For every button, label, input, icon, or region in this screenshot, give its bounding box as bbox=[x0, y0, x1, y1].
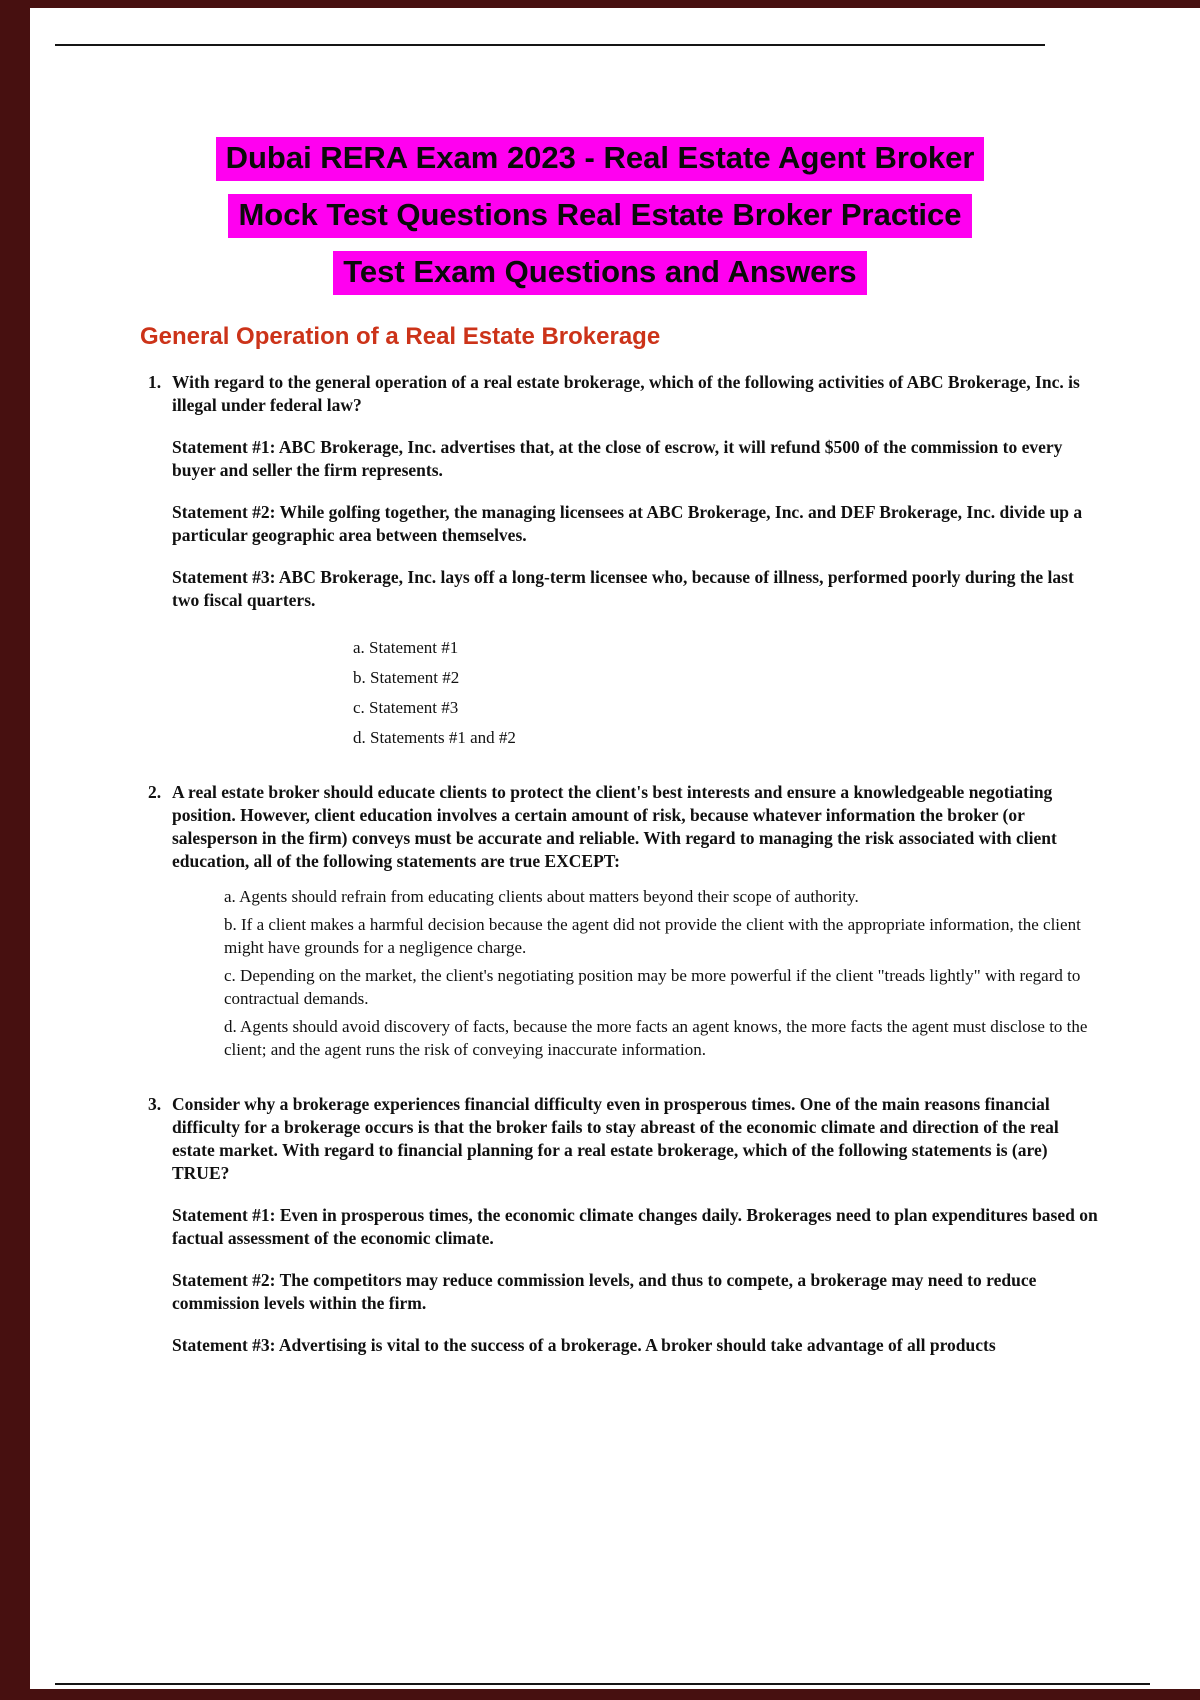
question-3-statement-2: Statement #2: The competitors may reduce commission levels, and thus to compete, a brokerage may need to reduce commission levels within the firm. bbox=[172, 1270, 1037, 1314]
question-1-statement-2: Statement #2: While golfing together, the managing licensees at ABC Brokerage, Inc. and DEF Brokerage, Inc. divide up a particular geographic area between themselves. bbox=[172, 502, 1083, 546]
answer-option-c: c. Depending on the market, the client's negotiating position may be more powerful if the client "treads lightly" with regard to contractual demands. bbox=[224, 966, 1081, 1009]
question-1-options bbox=[353, 636, 1100, 749]
document-title-line-3: Test Exam Questions and Answers bbox=[0, 251, 1200, 295]
question-3-statement-3: Statement #3: Advertising is vital to the success of a brokerage. A broker should take advantage of all products bbox=[172, 1335, 996, 1356]
question-list bbox=[148, 371, 1100, 1357]
question-1-statement-3: Statement #3: ABC Brokerage, Inc. lays off a long-term licensee who, because of illness, performed poorly during the last two fiscal quarters. bbox=[172, 567, 1074, 611]
question-1-number: 1. bbox=[148, 372, 162, 393]
question-2-head bbox=[148, 781, 1100, 873]
question-3-statement-1: Statement #1: Even in prosperous times, the economic climate changes daily. Brokerages need to plan expenditures based on factual assessment of the economic climate. bbox=[172, 1205, 1098, 1249]
answer-option-c: c. Statement #3 bbox=[353, 698, 459, 718]
question-1-text: With regard to the general operation of a real estate brokerage, which of the following activities of ABC Brokerage, Inc. is illegal under federal law? bbox=[172, 372, 1080, 416]
document-title-line-2: Mock Test Questions Real Estate Broker Practice bbox=[0, 194, 1200, 238]
question-3 bbox=[148, 1093, 1100, 1357]
section-heading: General Operation of a Real Estate Brokerage bbox=[140, 323, 661, 351]
question-1-head bbox=[148, 371, 1100, 417]
question-3-text: Consider why a brokerage experiences financial difficulty even in prosperous times. One of the main reasons financial difficulty for a brokerage occurs is that the broker fails to stay abreast of the economic climate and direction of the real estate market. With regard to financial planning for a real estate brokerage, which of the following statements is (are) TRUE? bbox=[172, 1094, 1059, 1184]
answer-option-b: b. If a client makes a harmful decision because the agent did not provide the client with the appropriate information, the client might have grounds for a negligence charge. bbox=[224, 915, 1081, 958]
question-2 bbox=[148, 781, 1100, 1061]
document-title-line-1: Dubai RERA Exam 2023 - Real Estate Agent Broker bbox=[0, 137, 1200, 181]
question-1 bbox=[148, 371, 1100, 749]
bottom-edge-bar bbox=[0, 1689, 1200, 1700]
answer-option-d: d. Statements #1 and #2 bbox=[353, 728, 516, 748]
bottom-horizontal-rule bbox=[55, 1683, 1150, 1685]
question-2-number: 2. bbox=[148, 782, 162, 803]
question-2-text: A real estate broker should educate clients to protect the client's best interests and ensure a knowledgeable negotiating position. However, client education involves a certain amount of risk, because whatever information the broker (or salesperson in the firm) conveys must be accurate and reliable. With regard to managing the risk associated with client education, all of the following statements are true EXCEPT: bbox=[172, 782, 1057, 872]
answer-option-a: a. Statement #1 bbox=[353, 638, 459, 658]
answer-option-d: d. Agents should avoid discovery of facts, because the more facts an agent knows, the more facts the agent must disclose to the client; and the agent runs the risk of conveying inaccurate information. bbox=[224, 1017, 1088, 1060]
answer-option-b: b. Statement #2 bbox=[353, 668, 460, 688]
question-3-number: 3. bbox=[148, 1094, 162, 1115]
question-2-options bbox=[224, 885, 1100, 1061]
question-3-head bbox=[148, 1093, 1100, 1185]
document-title bbox=[0, 137, 1200, 295]
answer-option-a: a. Agents should refrain from educating clients about matters beyond their scope of authority. bbox=[224, 887, 859, 907]
question-1-statement-1: Statement #1: ABC Brokerage, Inc. advertises that, at the close of escrow, it will refund $500 of the commission to every buyer and seller the firm represents. bbox=[172, 437, 1063, 481]
